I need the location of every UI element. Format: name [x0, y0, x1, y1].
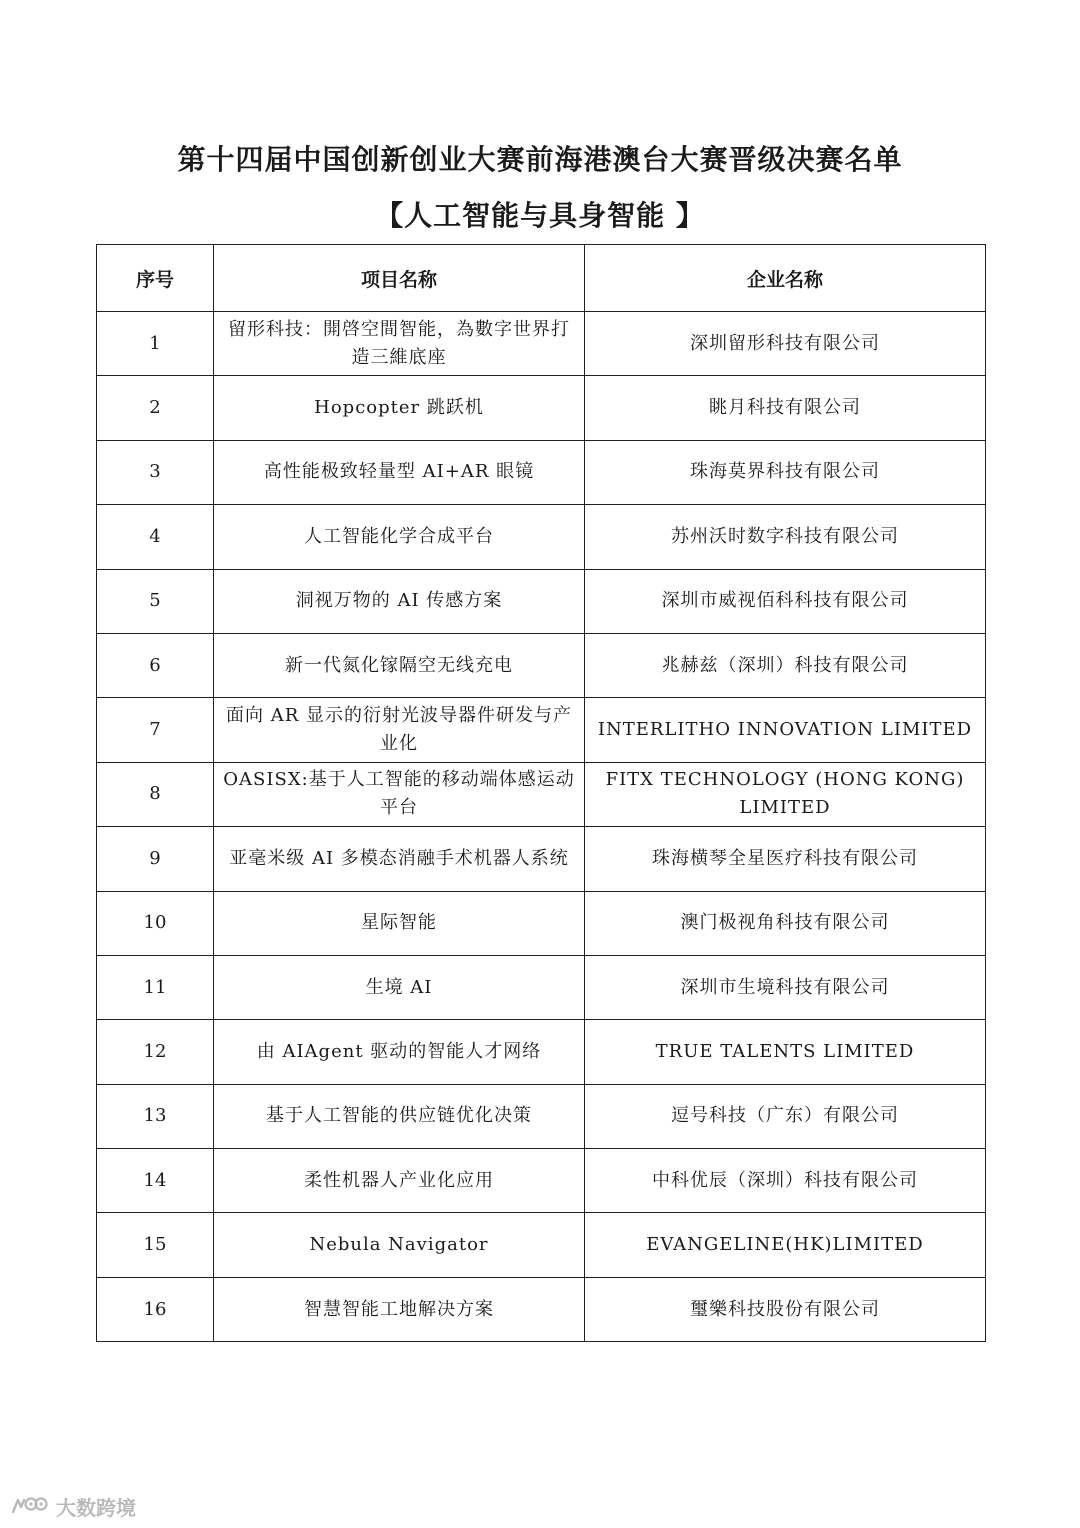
- cell-serial: 5: [97, 569, 214, 633]
- cell-company-name: 璽樂科技股份有限公司: [585, 1277, 986, 1341]
- table-row: [97, 505, 986, 569]
- cell-project-name: 新一代氮化镓隔空无线充电: [214, 633, 585, 697]
- cell-company-name: INTERLITHO INNOVATION LIMITED: [585, 698, 986, 762]
- table-row: [97, 891, 986, 955]
- table-row: [97, 955, 986, 1019]
- cell-serial: 7: [97, 698, 214, 762]
- table-row: [97, 1020, 986, 1084]
- cell-company-name: 珠海横琴全星医疗科技有限公司: [585, 827, 986, 891]
- cell-company-name: 珠海莫界科技有限公司: [585, 440, 986, 504]
- cell-project-name: 智慧智能工地解决方案: [214, 1277, 585, 1341]
- cell-company-name: 深圳市生境科技有限公司: [585, 955, 986, 1019]
- finalists-table: [96, 244, 986, 1342]
- cell-serial: 16: [97, 1277, 214, 1341]
- cell-serial: 14: [97, 1149, 214, 1213]
- cell-company-name: EVANGELINE(HK)LIMITED: [585, 1213, 986, 1277]
- cell-company-name: 深圳市威视佰科科技有限公司: [585, 569, 986, 633]
- cell-serial: 6: [97, 633, 214, 697]
- cell-serial: 2: [97, 376, 214, 440]
- cell-company-name: 逗号科技（广东）有限公司: [585, 1084, 986, 1148]
- table-row: [97, 1213, 986, 1277]
- cell-project-name: 高性能极致轻量型 AI+AR 眼镜: [214, 440, 585, 504]
- cell-company-name: 苏州沃时数字科技有限公司: [585, 505, 986, 569]
- cell-project-name: 基于人工智能的供应链优化决策: [214, 1084, 585, 1148]
- table-row: [97, 1084, 986, 1148]
- table-row: [97, 827, 986, 891]
- cell-project-name: 洞视万物的 AI 传感方案: [214, 569, 585, 633]
- cell-company-name: 兆赫兹（深圳）科技有限公司: [585, 633, 986, 697]
- table-row: [97, 762, 986, 826]
- cell-project-name: 留形科技：開啓空間智能，為數字世界打造三維底座: [214, 312, 585, 376]
- cell-project-name: 人工智能化学合成平台: [214, 505, 585, 569]
- cell-project-name: 柔性机器人产业化应用: [214, 1149, 585, 1213]
- table-row: [97, 1277, 986, 1341]
- cell-project-name: OASISX:基于人工智能的移动端体感运动平台: [214, 762, 585, 826]
- header-serial: 序号: [97, 245, 214, 312]
- cell-project-name: Nebula Navigator: [214, 1213, 585, 1277]
- table-row: [97, 698, 986, 762]
- cell-project-name: 生境 AI: [214, 955, 585, 1019]
- cell-project-name: 亚毫米级 AI 多模态消融手术机器人系统: [214, 827, 585, 891]
- watermark: [10, 1492, 136, 1520]
- cell-serial: 11: [97, 955, 214, 1019]
- cell-company-name: TRUE TALENTS LIMITED: [585, 1020, 986, 1084]
- cell-serial: 4: [97, 505, 214, 569]
- cell-serial: 10: [97, 891, 214, 955]
- cell-serial: 8: [97, 762, 214, 826]
- cell-serial: 3: [97, 440, 214, 504]
- cell-serial: 13: [97, 1084, 214, 1148]
- table-row: [97, 569, 986, 633]
- page-subtitle: 【人工智能与具身智能 】: [375, 199, 705, 232]
- cell-project-name: 面向 AR 显示的衍射光波导器件研发与产业化: [214, 698, 585, 762]
- table-header-row: [97, 245, 986, 312]
- cell-project-name: Hopcopter 跳跃机: [214, 376, 585, 440]
- cell-serial: 12: [97, 1020, 214, 1084]
- cell-company-name: 澳门极视角科技有限公司: [585, 891, 986, 955]
- table-row: [97, 312, 986, 376]
- page-title: 第十四届中国创新创业大赛前海港澳台大赛晋级决赛名单: [177, 143, 903, 176]
- cell-project-name: 由 AIAgent 驱动的智能人才网络: [214, 1020, 585, 1084]
- header-project-name: 项目名称: [214, 245, 585, 312]
- cell-company-name: 中科优辰（深圳）科技有限公司: [585, 1149, 986, 1213]
- cell-company-name: FITX TECHNOLOGY (HONG KONG) LIMITED: [585, 762, 986, 826]
- table-row: [97, 1149, 986, 1213]
- cell-serial: 1: [97, 312, 214, 376]
- watermark-text: 大数跨境: [56, 1495, 136, 1520]
- table-row: [97, 440, 986, 504]
- cell-serial: 9: [97, 827, 214, 891]
- cell-project-name: 星际智能: [214, 891, 585, 955]
- table-row: [97, 633, 986, 697]
- cell-company-name: 眺月科技有限公司: [585, 376, 986, 440]
- table-row: [97, 376, 986, 440]
- dashu-logo-icon: [10, 1494, 50, 1518]
- cell-serial: 15: [97, 1213, 214, 1277]
- header-company-name: 企业名称: [585, 245, 986, 312]
- cell-company-name: 深圳留形科技有限公司: [585, 312, 986, 376]
